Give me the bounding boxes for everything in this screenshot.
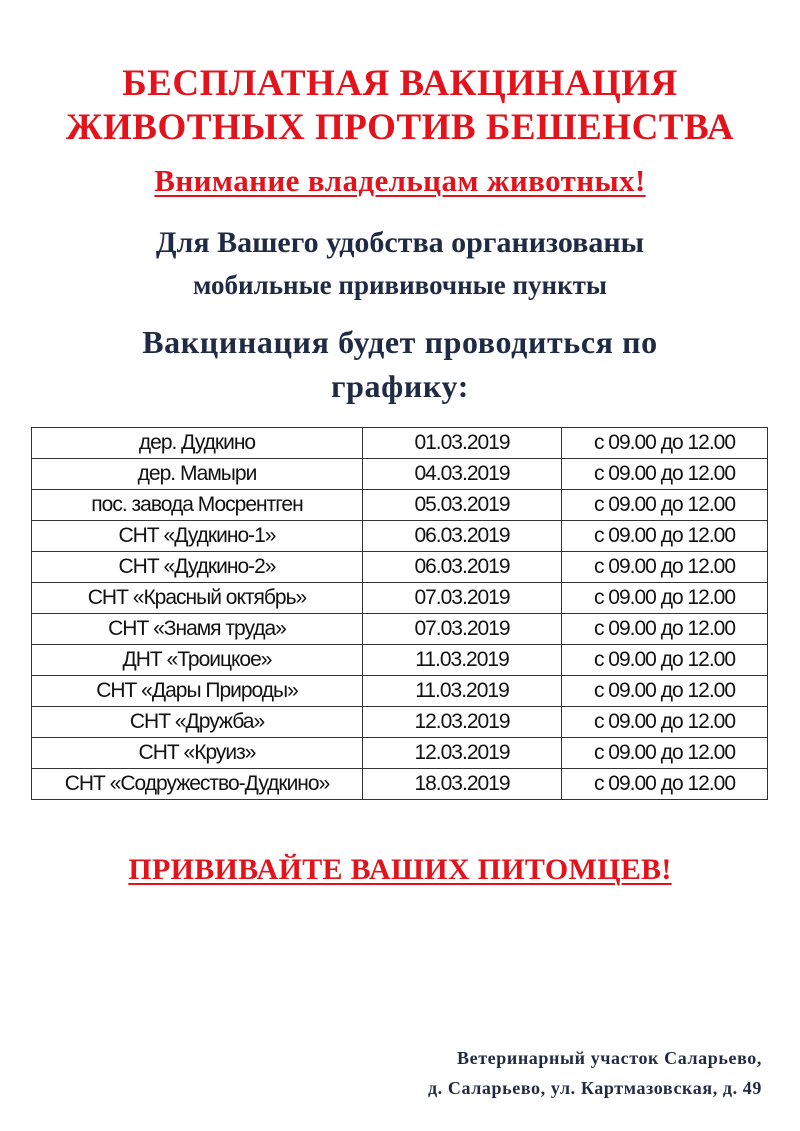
- table-row: [32, 552, 768, 583]
- place-cell: СНТ «Круиз»: [32, 738, 363, 769]
- date-cell: 18.03.2019: [363, 769, 562, 800]
- table-row: [32, 521, 768, 552]
- place-cell: СНТ «Дудкино-1»: [32, 521, 363, 552]
- date-cell: 11.03.2019: [363, 645, 562, 676]
- table-row: [32, 490, 768, 521]
- schedule-intro: [0, 320, 800, 408]
- place-cell: СНТ «Знамя труда»: [32, 614, 363, 645]
- date-cell: 01.03.2019: [363, 428, 562, 459]
- page-title: [0, 62, 800, 150]
- time-cell: с 09.00 до 12.00: [562, 614, 768, 645]
- table-row: [32, 428, 768, 459]
- date-cell: 06.03.2019: [363, 521, 562, 552]
- table-row: [32, 614, 768, 645]
- place-cell: СНТ «Красный октябрь»: [32, 583, 363, 614]
- place-cell: СНТ «Дудкино-2»: [32, 552, 363, 583]
- schedule-table: [31, 427, 768, 800]
- time-cell: с 09.00 до 12.00: [562, 676, 768, 707]
- date-cell: 11.03.2019: [363, 676, 562, 707]
- time-cell: с 09.00 до 12.00: [562, 738, 768, 769]
- attention-heading: [0, 163, 800, 199]
- place-cell: дер. Мамыри: [32, 459, 363, 490]
- time-cell: с 09.00 до 12.00: [562, 428, 768, 459]
- place-cell: ДНТ «Троицкое»: [32, 645, 363, 676]
- table-row: [32, 676, 768, 707]
- date-cell: 12.03.2019: [363, 707, 562, 738]
- intro-line-2: мобильные прививочные пункты: [193, 270, 607, 300]
- footer-address: [428, 1043, 762, 1103]
- footer-line-1: Ветеринарный участок Саларьево,: [457, 1048, 762, 1068]
- time-cell: с 09.00 до 12.00: [562, 521, 768, 552]
- date-cell: 07.03.2019: [363, 583, 562, 614]
- date-cell: 04.03.2019: [363, 459, 562, 490]
- schedule-intro-line-2: графику:: [331, 368, 469, 404]
- schedule-table-body: [32, 428, 768, 800]
- time-cell: с 09.00 до 12.00: [562, 459, 768, 490]
- intro-text: [0, 222, 800, 306]
- date-cell: 07.03.2019: [363, 614, 562, 645]
- footer-line-2: д. Саларьево, ул. Картмазовская, д. 49: [427, 1078, 762, 1098]
- date-cell: 12.03.2019: [363, 738, 562, 769]
- page-title-line-1: БЕСПЛАТНАЯ ВАКЦИНАЦИЯ: [122, 63, 678, 104]
- table-row: [32, 583, 768, 614]
- place-cell: СНТ «Дары Природы»: [32, 676, 363, 707]
- table-row: [32, 707, 768, 738]
- time-cell: с 09.00 до 12.00: [562, 769, 768, 800]
- date-cell: 05.03.2019: [363, 490, 562, 521]
- call-to-action-text: ПРИВИВАЙТЕ ВАШИХ ПИТОМЦЕВ!: [128, 853, 672, 886]
- call-to-action: [0, 853, 800, 887]
- schedule-intro-line-1: Вакцинация будет проводиться по: [142, 324, 658, 360]
- table-row: [32, 459, 768, 490]
- time-cell: с 09.00 до 12.00: [562, 707, 768, 738]
- place-cell: пос. завода Мосрентген: [32, 490, 363, 521]
- page-title-line-2: ЖИВОТНЫХ ПРОТИВ БЕШЕНСТВА: [65, 107, 735, 148]
- intro-line-1: Для Вашего удобства организованы: [155, 226, 645, 259]
- date-cell: 06.03.2019: [363, 552, 562, 583]
- place-cell: СНТ «Содружество-Дудкино»: [32, 769, 363, 800]
- time-cell: с 09.00 до 12.00: [562, 490, 768, 521]
- place-cell: дер. Дудкино: [32, 428, 363, 459]
- table-row: [32, 769, 768, 800]
- time-cell: с 09.00 до 12.00: [562, 645, 768, 676]
- attention-text: Внимание владельцам животных!: [154, 163, 646, 198]
- table-row: [32, 738, 768, 769]
- time-cell: с 09.00 до 12.00: [562, 583, 768, 614]
- place-cell: СНТ «Дружба»: [32, 707, 363, 738]
- time-cell: с 09.00 до 12.00: [562, 552, 768, 583]
- table-row: [32, 645, 768, 676]
